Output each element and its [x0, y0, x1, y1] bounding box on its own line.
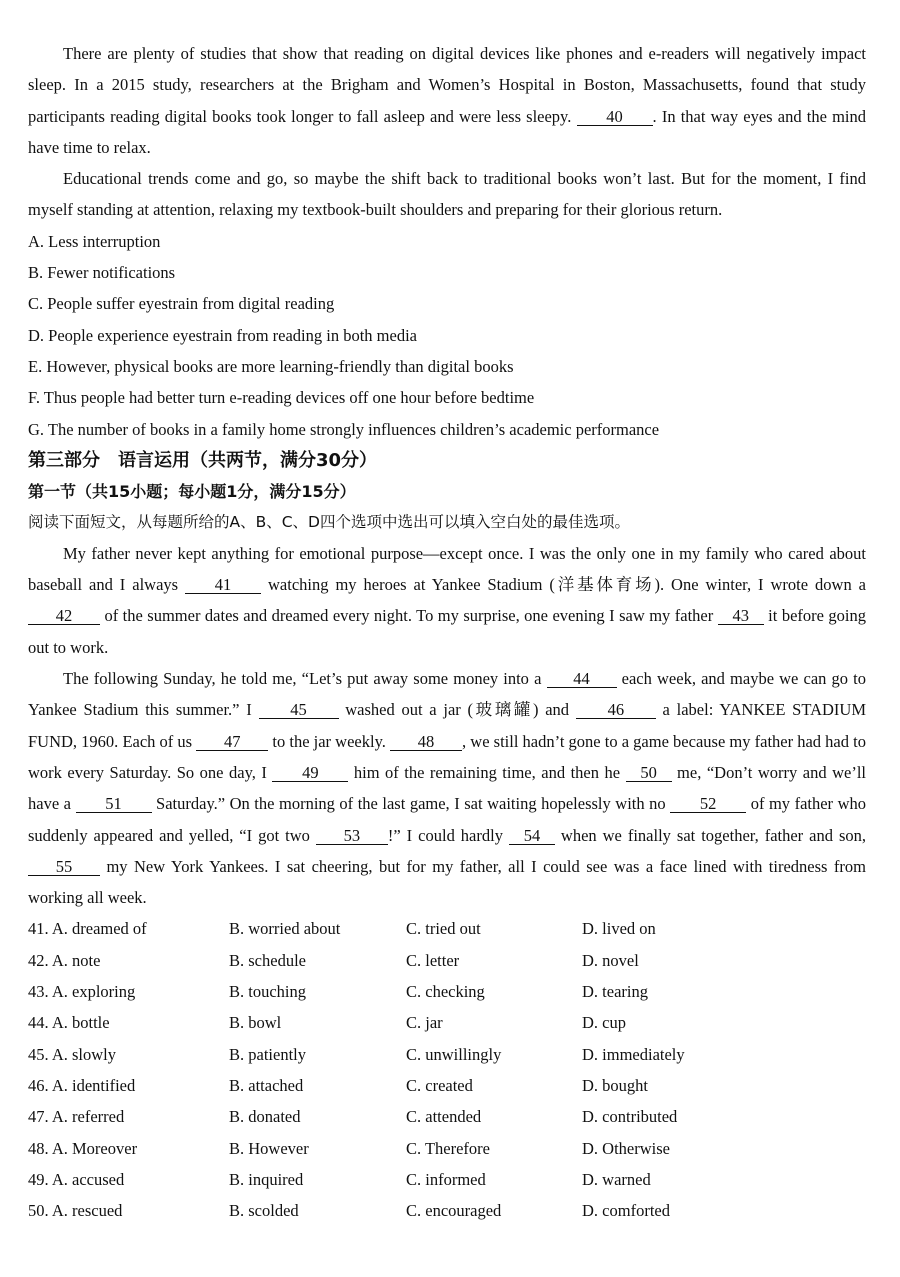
- choice-b: B. attached: [229, 1075, 304, 1095]
- cloze-text: to the jar weekly.: [268, 731, 391, 751]
- choice-d: D. immediately: [582, 1044, 685, 1064]
- choice-b: B. inquired: [229, 1169, 304, 1189]
- cloze-text: of my father who suddenly appeared and yelled, “I got two: [28, 794, 866, 845]
- question-row: [28, 1007, 866, 1038]
- choice-a: 44. A. bottle: [28, 1013, 110, 1033]
- question-row: [28, 1070, 866, 1101]
- cloze-text: him of the remaining time, and then he: [348, 762, 626, 782]
- blank-51: 51: [76, 795, 152, 813]
- passage-text: There are plenty of studies that show that reading on digital devices like phones and e-readers will negatively impact sleep. In a 2015 study, researchers at the Brigham and Women’s Hospital in Boston, Massachusetts, found that study participants reading digital books took longer to fall asleep and were less sleepy.: [28, 44, 866, 126]
- cloze-paragraph-1: [28, 538, 866, 663]
- section-heading: 第三部分 语言运用（共两节，满分30分）: [28, 449, 378, 471]
- blank-42: 42: [28, 607, 100, 625]
- choice-d: D. contributed: [582, 1107, 678, 1127]
- choice-c: C. encouraged: [406, 1201, 502, 1221]
- choice-b: B. schedule: [229, 950, 306, 970]
- choice-a: 41. A. dreamed of: [28, 919, 147, 939]
- cloze-text: a label: YANKEE STADIUM FUND, 1960. Each of us: [28, 700, 866, 751]
- choice-d: D. novel: [582, 950, 639, 970]
- choice-c: C. Therefore: [406, 1138, 490, 1158]
- blank-46: 46: [576, 701, 656, 719]
- option-list: [28, 226, 866, 445]
- blank-55: 55: [28, 858, 100, 876]
- cloze-text: of the summer dates and dreamed every night. To my surprise, one evening I saw my father: [100, 606, 718, 626]
- choice-b: B. donated: [229, 1107, 301, 1127]
- question-row: [28, 913, 866, 944]
- cloze-text: my New York Yankees. I sat cheering, but for my father, all I could see was a face lined with tiredness from working all week.: [28, 856, 866, 908]
- cloze-text: it before going out to work.: [28, 606, 866, 657]
- choice-d: D. cup: [582, 1013, 626, 1033]
- blank-50: 50: [626, 764, 672, 782]
- choice-a: 50. A. rescued: [28, 1201, 123, 1221]
- question-row: [28, 1101, 866, 1132]
- blank-53: 53: [316, 827, 388, 845]
- choice-b: B. worried about: [229, 919, 341, 939]
- cloze-text: watching my heroes at Yankee Stadium (洋基体育场). One winter, I wrote down a: [261, 575, 866, 595]
- blank-45: 45: [259, 701, 339, 719]
- choice-a: 47. A. referred: [28, 1107, 125, 1127]
- choice-d: D. lived on: [582, 919, 656, 939]
- option-e: E. However, physical books are more learning-friendly than digital books: [28, 356, 514, 376]
- option-b: B. Fewer notifications: [28, 263, 176, 283]
- cloze-text: each week, and maybe we can go to Yankee Stadium this summer.” I: [28, 669, 867, 720]
- question-row: [28, 1195, 866, 1226]
- passage-paragraph-2: Educational trends come and go, so maybe the shift back to traditional books won’t last. But for the moment, I find myself standing at attention, relaxing my textbook-built shoulders and preparing for their glorious return.: [28, 169, 866, 220]
- choice-b: B. bowl: [229, 1013, 282, 1033]
- choice-c: C. checking: [406, 982, 485, 1002]
- blank-41: 41: [185, 576, 261, 594]
- choice-a: 46. A. identified: [28, 1075, 136, 1095]
- choice-a: 42. A. note: [28, 950, 101, 970]
- option-g: G. The number of books in a family home strongly influences children’s academic performance: [28, 419, 660, 439]
- section-instruction: 阅读下面短文，从每题所给的A、B、C、D四个选项中选出可以填入空白处的最佳选项。: [28, 512, 630, 531]
- cloze-text: !” I could hardly: [387, 825, 509, 845]
- cloze-text: My father never kept anything for emotional purpose—except once. I was the only one in my family who cared about baseball and I always: [28, 543, 866, 595]
- choice-c: C. letter: [406, 950, 460, 970]
- choice-c: C. created: [406, 1075, 473, 1095]
- choice-b: B. scolded: [229, 1201, 299, 1221]
- blank-48: 48: [390, 733, 462, 751]
- option-f: F. Thus people had better turn e-reading devices off one hour before bedtime: [28, 388, 535, 408]
- choice-b: B. However: [229, 1138, 309, 1158]
- cloze-paragraph-2: [28, 663, 866, 913]
- section-sub-heading: 第一节（共15小题；每小题1分，满分15分）: [28, 481, 356, 501]
- choice-c: C. tried out: [406, 919, 481, 939]
- choice-a: 49. A. accused: [28, 1169, 125, 1189]
- cloze-text: The following Sunday, he told me, “Let’s put away some money into a: [63, 669, 547, 689]
- choice-d: D. bought: [582, 1075, 648, 1095]
- question-row: [28, 1133, 866, 1164]
- blank-49: 49: [272, 764, 348, 782]
- blank-43: 43: [718, 607, 764, 625]
- choice-a: 43. A. exploring: [28, 982, 136, 1002]
- cloze-text: me, “Don’t worry and we’ll have a: [28, 762, 866, 814]
- choice-c: C. attended: [406, 1107, 482, 1127]
- option-d: D. People experience eyestrain from reading in both media: [28, 325, 417, 345]
- question-list: [28, 913, 866, 1226]
- choice-c: C. informed: [406, 1169, 486, 1189]
- choice-d: D. warned: [582, 1169, 651, 1189]
- question-row: [28, 1039, 866, 1070]
- blank-54: 54: [509, 827, 555, 845]
- question-row: [28, 976, 866, 1007]
- blank-40: 40: [577, 108, 653, 126]
- option-c: C. People suffer eyestrain from digital reading: [28, 294, 335, 314]
- question-row: [28, 945, 866, 976]
- choice-a: 48. A. Moreover: [28, 1138, 138, 1158]
- choice-c: C. jar: [406, 1013, 443, 1033]
- cloze-text: Saturday.” On the morning of the last game, I sat waiting hopelessly with no: [151, 794, 671, 814]
- passage-paragraph-1: [28, 38, 866, 163]
- question-row: [28, 1164, 866, 1195]
- choice-d: D. tearing: [582, 982, 648, 1002]
- blank-47: 47: [196, 733, 268, 751]
- passage-text: . In that way eyes and the mind have time to relax.: [28, 106, 866, 157]
- choice-c: C. unwillingly: [406, 1044, 502, 1064]
- option-a: A. Less interruption: [28, 231, 161, 251]
- blank-44: 44: [547, 670, 617, 688]
- cloze-text: washed out a jar (玻璃罐) and: [338, 700, 576, 720]
- blank-52: 52: [670, 795, 746, 813]
- choice-b: B. patiently: [229, 1044, 306, 1064]
- cloze-text: when we finally sat together, father and son,: [554, 825, 867, 845]
- choice-d: D. Otherwise: [582, 1138, 670, 1158]
- choice-b: B. touching: [229, 982, 306, 1002]
- choice-d: D. comforted: [582, 1201, 670, 1221]
- choice-a: 45. A. slowly: [28, 1044, 117, 1064]
- cloze-text: , we still hadn’t gone to a game because my father had had to work every Saturday. So one day, I: [28, 731, 866, 782]
- exam-page: [28, 0, 866, 1226]
